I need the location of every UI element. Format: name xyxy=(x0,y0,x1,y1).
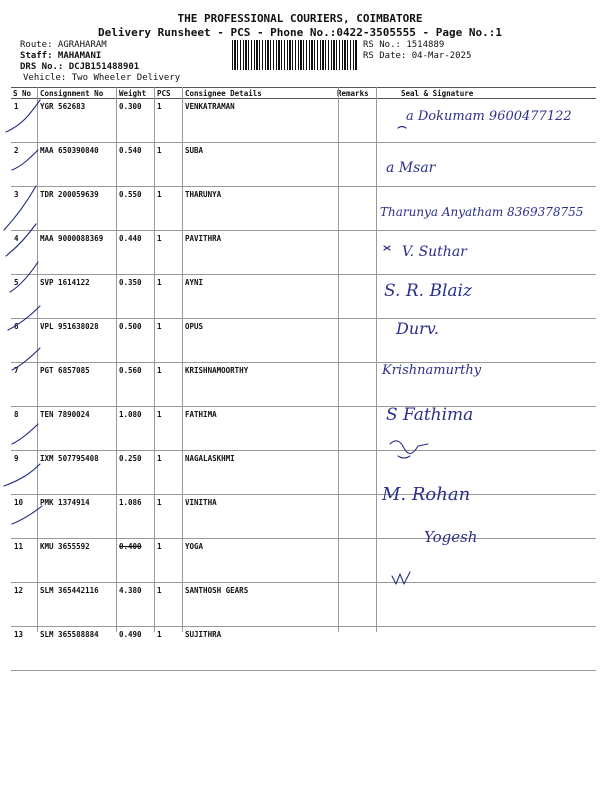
row-pcs: 1 xyxy=(155,99,183,143)
signature-8 xyxy=(386,405,473,425)
col-consignee: Consignee Details xyxy=(183,88,335,99)
col-signature: Seal & Signature xyxy=(373,88,596,99)
row-consignment: TDR 200059639 xyxy=(38,187,117,231)
row-consignment: SLM 365588884 xyxy=(38,627,117,671)
row-consignment: YGR 562683 xyxy=(38,99,117,143)
signature-1-text: a Dokumam 9600477122 xyxy=(406,109,572,124)
row-pcs: 1 xyxy=(155,275,183,319)
col-weight: Weight xyxy=(117,88,155,99)
signature-1 xyxy=(398,109,572,128)
row-consignee: YOGA xyxy=(183,539,335,583)
signature-2 xyxy=(386,160,437,176)
row-pcs: 1 xyxy=(155,627,183,671)
row-consignee: KRISHNAMOORTHY xyxy=(183,363,335,407)
row-weight: 0.560 xyxy=(117,363,155,407)
row-weight: 0.550 xyxy=(117,187,155,231)
row-consignment: SVP 1614122 xyxy=(38,275,117,319)
row-sno: 10 xyxy=(11,495,38,539)
signature-10-text: M. Rohan xyxy=(382,484,471,505)
row-weight: 0.540 xyxy=(117,143,155,187)
signature-6-text: Durv. xyxy=(396,319,440,338)
staff-label: Staff: MAHAMANI xyxy=(20,51,102,61)
row-weight: 0.400 xyxy=(117,539,155,583)
row-sno: 5 xyxy=(11,275,38,319)
row-sno: 2 xyxy=(11,143,38,187)
col-remarks: Remarks xyxy=(335,88,373,99)
row-weight: 0.250 xyxy=(117,451,155,495)
row-consignee: VINITHA xyxy=(183,495,335,539)
row-sno: 9 xyxy=(11,451,38,495)
signature-5 xyxy=(384,281,473,301)
col-sno: S No xyxy=(11,88,38,99)
drs-number: DRS No.: DCJB151488901 xyxy=(20,62,140,72)
rs-number: RS No.: 1514889 xyxy=(363,40,445,50)
row-sno: 8 xyxy=(11,407,38,451)
row-consignee: NAGALASKHMI xyxy=(183,451,335,495)
row-consignee: FATHIMA xyxy=(183,407,335,451)
row-weight: 4.380 xyxy=(117,583,155,627)
row-consignee: PAVITHRA xyxy=(183,231,335,275)
signature-7 xyxy=(381,363,482,378)
row-pcs: 1 xyxy=(155,187,183,231)
signature-5-text: S. R. Blaiz xyxy=(384,281,472,301)
signature-2-text: a Msar xyxy=(386,160,436,176)
row-sno: 4 xyxy=(11,231,38,275)
signature-10 xyxy=(381,484,470,505)
signature-3-text: Tharunya Anyatham 8369378755 xyxy=(380,205,584,219)
row-consignee: SANTHOSH GEARS xyxy=(183,583,335,627)
row-consignee: THARUNYA xyxy=(183,187,335,231)
row-weight: 0.440 xyxy=(117,231,155,275)
row-consignee: OPUS xyxy=(183,319,335,363)
row-pcs: 1 xyxy=(155,407,183,451)
row-pcs: 1 xyxy=(155,495,183,539)
signature-4 xyxy=(384,244,468,260)
row-pcs: 1 xyxy=(155,231,183,275)
row-weight: 1.080 xyxy=(117,407,155,451)
col-consignment: Consignment No xyxy=(38,88,117,99)
row-sno: 12 xyxy=(11,583,38,627)
row-consignee: SUBA xyxy=(183,143,335,187)
row-pcs: 1 xyxy=(155,143,183,187)
row-consignment: TEN 7890024 xyxy=(38,407,117,451)
signature-7-text: Krishnamurthy xyxy=(382,363,482,378)
signature-11-text: Yogesh xyxy=(424,528,478,546)
signature-8-text: S Fathima xyxy=(386,405,474,425)
row-sno: 11 xyxy=(11,539,38,583)
rs-date: RS Date: 04-Mar-2025 xyxy=(363,51,472,61)
row-pcs: 1 xyxy=(155,363,183,407)
signature-4-text: V. Suthar xyxy=(402,244,467,260)
signature-6 xyxy=(395,319,439,338)
row-consignee: AYNI xyxy=(183,275,335,319)
signature-3 xyxy=(380,205,583,219)
row-weight: 1.086 xyxy=(117,495,155,539)
row-consignment: KMU 3655592 xyxy=(38,539,117,583)
row-weight: 0.300 xyxy=(117,99,155,143)
route-label: Route: AGRAHARAM xyxy=(20,40,107,50)
row-pcs: 1 xyxy=(155,319,183,363)
row-pcs: 1 xyxy=(155,583,183,627)
signature-drawings xyxy=(376,98,598,598)
signature-9 xyxy=(390,441,428,458)
signature-11 xyxy=(424,528,477,546)
row-weight: 0.500 xyxy=(117,319,155,363)
row-sno: 3 xyxy=(11,187,38,231)
row-sno: 13 xyxy=(11,627,38,671)
row-consignment: MAA 650390840 xyxy=(38,143,117,187)
row-consignment: MAA 9000088369 xyxy=(38,231,117,275)
company-title: THE PROFESSIONAL COURIERS, COIMBATORE xyxy=(177,12,423,25)
row-consignment: VPL 951638028 xyxy=(38,319,117,363)
vehicle-label: Vehicle: Two Wheeler Delivery xyxy=(23,73,181,83)
col-pcs: PCS xyxy=(155,88,183,99)
row-sno: 1 xyxy=(11,99,38,143)
row-weight: 0.490 xyxy=(117,627,155,671)
row-consignment: PGT 6857085 xyxy=(38,363,117,407)
row-pcs: 1 xyxy=(155,539,183,583)
signature-12 xyxy=(392,572,410,584)
row-consignee: SUJITHRA xyxy=(183,627,335,671)
row-consignment: IXM 507795408 xyxy=(38,451,117,495)
row-sno: 7 xyxy=(11,363,38,407)
row-consignment: SLM 365442116 xyxy=(38,583,117,627)
runsheet-subtitle: Delivery Runsheet - PCS - Phone No.:0422-3505555 - Page No.:1 xyxy=(98,26,502,39)
row-pcs: 1 xyxy=(155,451,183,495)
row-consignment: PMK 1374914 xyxy=(38,495,117,539)
row-weight: 0.350 xyxy=(117,275,155,319)
row-sno: 6 xyxy=(11,319,38,363)
row-consignee: VENKATRAMAN xyxy=(183,99,335,143)
